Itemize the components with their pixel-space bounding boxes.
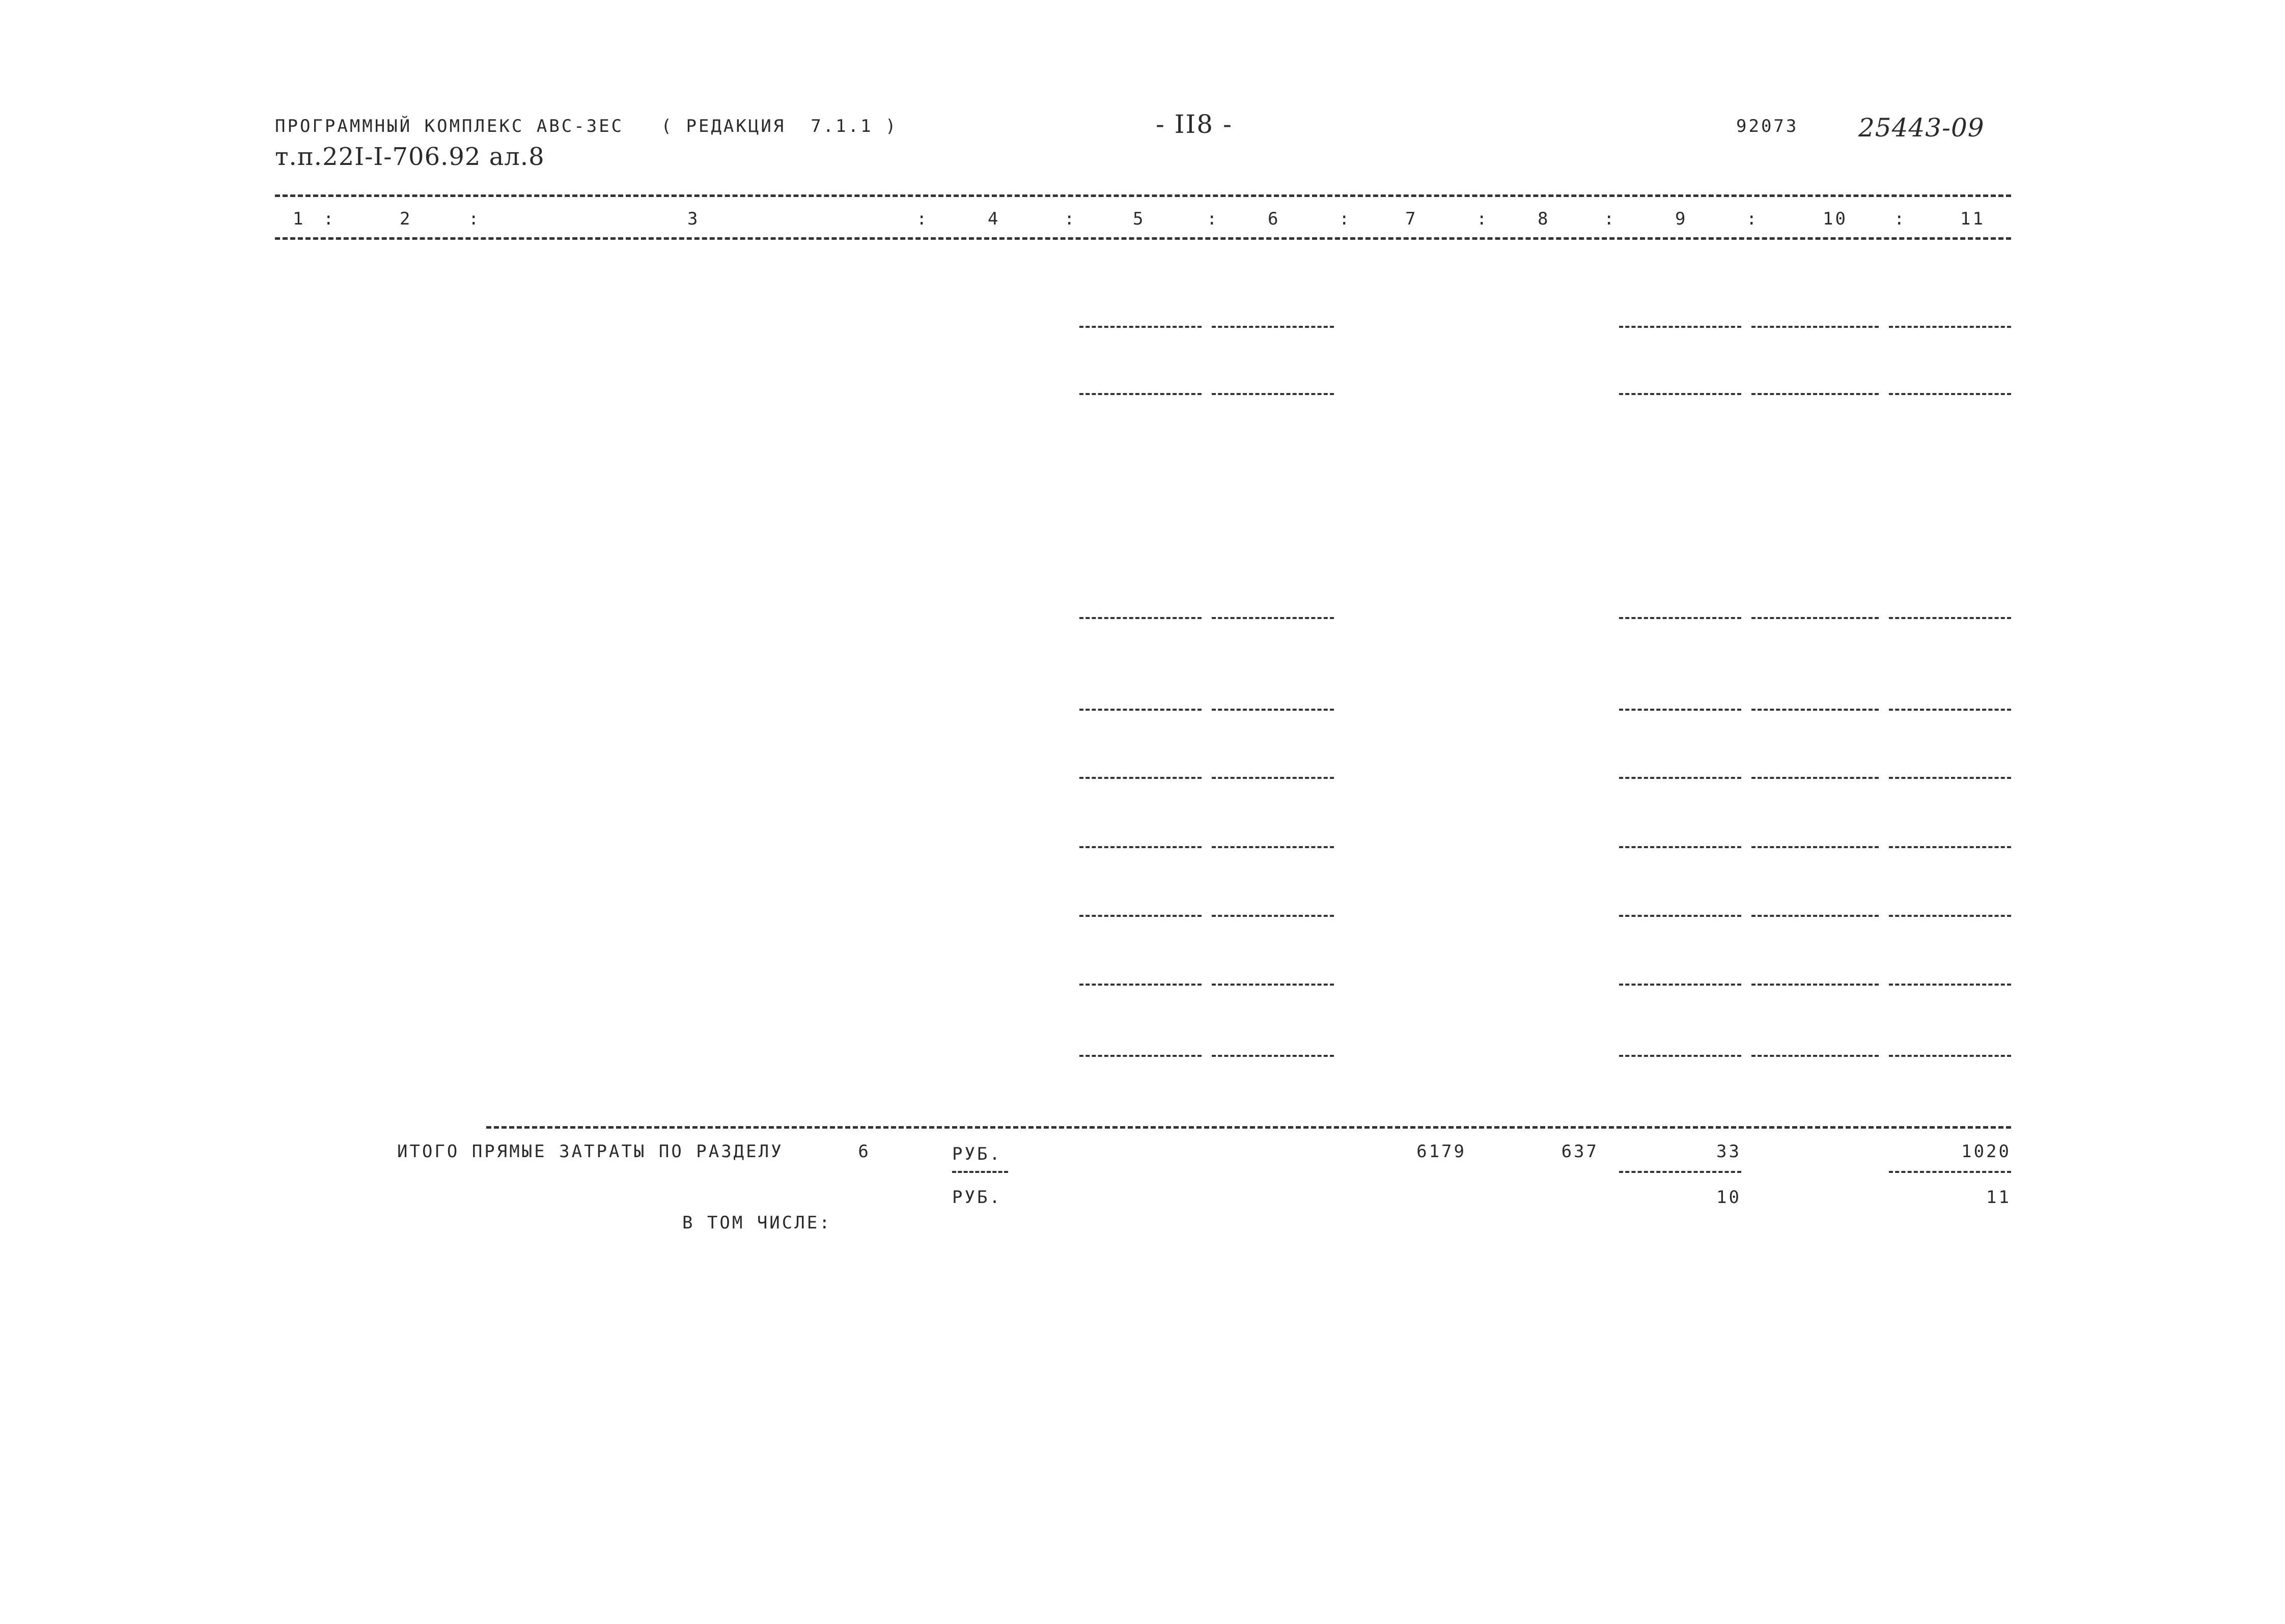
column-separator: : [1064, 209, 1077, 229]
total-c9b: 10 [1716, 1187, 1741, 1208]
cell-rule [1751, 617, 1879, 619]
page-number: - II8 - [1156, 109, 1233, 139]
cell-rule [1751, 1055, 1879, 1057]
column-number: 7 [1405, 209, 1418, 229]
cell-rule [1079, 393, 1202, 395]
cell-rule [1889, 709, 2011, 711]
total-c8: 637 [1561, 1141, 1599, 1162]
cell-rule [1619, 326, 1741, 328]
column-number: 10 [1823, 209, 1848, 229]
cell-rule [1212, 777, 1334, 779]
total-unit-1: РУБ. [952, 1144, 1002, 1164]
column-number: 5 [1133, 209, 1146, 229]
cell-rule [1751, 915, 1879, 917]
cell-rule [1079, 846, 1202, 848]
cell-rule [1619, 617, 1741, 619]
cell-rule [1619, 915, 1741, 917]
cell-rule [1751, 709, 1879, 711]
totals-rule [486, 1126, 2011, 1129]
total-label: ИТОГО ПРЯМЫЕ ЗАТРАТЫ ПО РАЗДЕЛУ 6 [397, 1141, 871, 1162]
column-separator: : [1746, 209, 1759, 229]
column-number: 8 [1538, 209, 1550, 229]
cell-rule [1889, 777, 2011, 779]
cell-rule [1079, 915, 1202, 917]
cell-rule [1751, 393, 1879, 395]
cell-rule [1079, 617, 1202, 619]
cell-rule [1079, 984, 1202, 986]
column-number: 2 [400, 209, 412, 229]
cell-rule [1619, 709, 1741, 711]
total-c11a: 1020 [1961, 1141, 2011, 1162]
cell-rule [1889, 846, 2011, 848]
column-separator: : [1894, 209, 1907, 229]
cell-rule [1212, 984, 1334, 986]
program-title: ПРОГРАММНЫЙ КОМПЛЕКС АВС-3ЕС ( РЕДАКЦИЯ 7.1.1 ) [275, 116, 898, 136]
column-separator: : [1604, 209, 1617, 229]
cell-rule [1619, 1055, 1741, 1057]
handwritten-number: 25443-09 [1858, 113, 1985, 143]
cell-rule [1889, 915, 2011, 917]
column-separator: : [323, 209, 336, 229]
cell-rule [1212, 846, 1334, 848]
cell-rule [1079, 777, 1202, 779]
column-number: 6 [1268, 209, 1280, 229]
column-separator: : [468, 209, 481, 229]
total-unit-2: РУБ. [952, 1187, 1002, 1208]
column-separator: : [1207, 209, 1219, 229]
cell-rule [1079, 1055, 1202, 1057]
column-separator: : [1339, 209, 1352, 229]
column-number: 11 [1960, 209, 1985, 229]
doc-code: 92073 [1736, 116, 1799, 136]
cell-rule [1212, 326, 1334, 328]
incl-label: В ТОМ ЧИСЛЕ: [682, 1213, 832, 1233]
cell-rule [1212, 915, 1334, 917]
cell-rule [1751, 777, 1879, 779]
table-top-rule [275, 194, 2011, 197]
column-header-rule [275, 237, 2011, 240]
cell-rule [1619, 984, 1741, 986]
cell-rule [1079, 326, 1202, 328]
cell-rule [1889, 984, 2011, 986]
total-c7: 6179 [1416, 1141, 1466, 1162]
cell-rule [1212, 1055, 1334, 1057]
cell-rule [1212, 617, 1334, 619]
column-number: 1 [293, 209, 305, 229]
cell-rule [1889, 617, 2011, 619]
cell-rule [1751, 326, 1879, 328]
cell-rule [1889, 1055, 2011, 1057]
cell-rule [1619, 777, 1741, 779]
project-id: т.п.22I-I-706.92 ал.8 [275, 143, 545, 171]
cell-rule [1212, 709, 1334, 711]
cell-rule [1079, 709, 1202, 711]
cell-rule [1619, 393, 1741, 395]
total-c9a: 33 [1716, 1141, 1741, 1162]
cell-rule [1889, 393, 2011, 395]
column-separator: : [916, 209, 929, 229]
cell-rule [1212, 393, 1334, 395]
cell-rule [1751, 846, 1879, 848]
column-number: 3 [687, 209, 700, 229]
column-number: 4 [988, 209, 1000, 229]
column-number: 9 [1675, 209, 1688, 229]
column-separator: : [1476, 209, 1489, 229]
cell-rule [1751, 984, 1879, 986]
cell-rule [1619, 846, 1741, 848]
cell-rule [1889, 326, 2011, 328]
total-c11b: 11 [1986, 1187, 2011, 1208]
